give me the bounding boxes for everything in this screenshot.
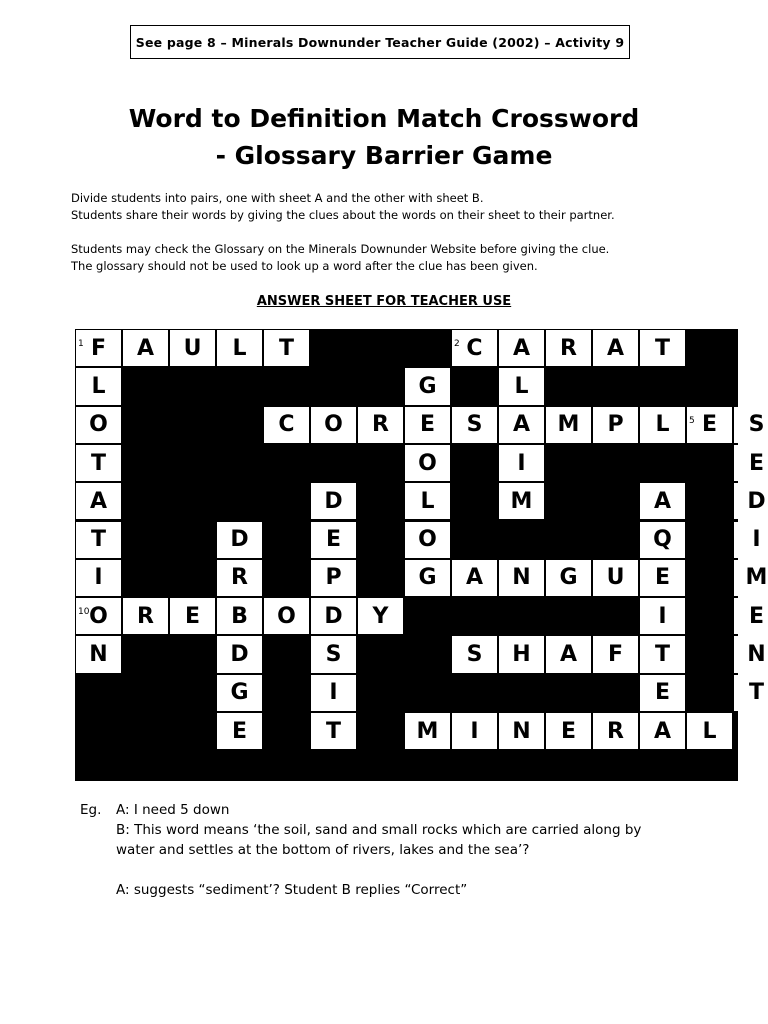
page-subtitle: - Glossary Barrier Game [215,141,553,170]
crossword-letter: F [90,335,107,361]
example-line-b1: B: This word means ‘the soil, sand and small rocks which are carried along by [116,822,642,838]
crossword-letter: S [466,642,483,668]
crossword-cell [499,330,544,366]
crossword-cell [217,522,262,558]
crossword-cell [311,675,356,711]
crossword-cell [499,713,544,749]
crossword-cell [358,598,403,634]
crossword-letter: D [324,603,343,629]
crossword-letter: U [183,335,202,361]
crossword-letter: S [466,412,483,438]
crossword-letter: D [747,488,766,514]
example-line-b2: water and settles at the bottom of rivers, lakes and the sea’? [116,842,530,858]
crossword-letter: N [747,642,766,668]
crossword-cell [358,407,403,443]
crossword-letter: L [514,373,529,399]
crossword-cell [499,483,544,519]
crossword-cell [452,330,497,366]
crossword-letter: L [91,373,106,399]
crossword-cell [546,330,591,366]
crossword-letter: G [559,565,578,591]
example-line-a2: A: suggests “sediment’? Student B replies “Correct” [116,882,468,898]
crossword-letter: H [512,642,531,668]
crossword-letter: E [748,603,765,629]
crossword-cell [170,598,215,634]
instruction-line: Students share their words by giving the clues about the words on their sheet to their partner. [71,208,615,222]
crossword-cell [405,445,450,481]
crossword-cell [123,330,168,366]
crossword-cell [217,330,262,366]
crossword-letter: Y [372,603,389,629]
crossword-cell [499,636,544,672]
crossword-cell [640,522,685,558]
crossword-cell [264,330,309,366]
crossword-letter: L [655,412,670,438]
crossword-cell [76,598,121,634]
crossword-cell [264,598,309,634]
crossword-cell [311,483,356,519]
crossword-letter: E [231,718,248,744]
crossword-letter: F [607,642,624,668]
crossword-cell [452,407,497,443]
crossword-letter: C [466,335,483,361]
crossword-cell [217,713,262,749]
crossword-cell [640,330,685,366]
crossword-cell [405,368,450,404]
crossword-letter: O [89,412,108,438]
page-title: Word to Definition Match Crossword [128,104,640,133]
crossword-letter: T [325,718,341,744]
crossword-letter: U [606,565,625,591]
crossword-letter: D [324,488,343,514]
crossword-cell [217,560,262,596]
crossword-letter: I [329,680,338,706]
crossword-letter: T [654,335,670,361]
crossword-letter: R [231,565,248,591]
crossword-letter: O [418,450,437,476]
crossword-cell [499,445,544,481]
crossword-letter: E [325,527,342,553]
crossword-cell [311,522,356,558]
crossword-letter: A [89,488,108,514]
crossword-letter: A [606,335,625,361]
crossword-cell [499,407,544,443]
instruction-line: The glossary should not be used to look up a word after the clue has been given. [71,259,538,273]
crossword-letter: G [418,373,437,399]
crossword-cell [593,330,638,366]
crossword-cell [405,483,450,519]
crossword-cell [311,713,356,749]
crossword-letter: G [230,680,249,706]
crossword-letter: T [90,450,106,476]
crossword-cell [546,636,591,672]
crossword-letter: N [512,565,531,591]
crossword-letter: A [136,335,155,361]
crossword-cell [217,675,262,711]
example-line-a1: A: I need 5 down [116,802,230,818]
crossword-letter: N [512,718,531,744]
crossword-cell [593,560,638,596]
crossword-cell [499,368,544,404]
crossword-letter: P [325,565,342,591]
crossword-cell [734,636,768,672]
instruction-line: Divide students into pairs, one with sheet A and the other with sheet B. [71,191,484,205]
crossword-cell [76,368,121,404]
crossword-cell [546,560,591,596]
crossword-cell [264,407,309,443]
crossword-cell [311,636,356,672]
crossword-cell [311,407,356,443]
answer-sheet-heading: ANSWER SHEET FOR TEACHER USE [256,294,512,309]
crossword-letter: M [557,412,580,438]
crossword-cell [687,713,732,749]
eg-label: Eg. [80,802,102,818]
instructions-paragraph-2 [71,241,731,275]
crossword-letter: N [89,642,108,668]
crossword-cell [405,522,450,558]
crossword-cell [593,713,638,749]
crossword-letter: A [512,335,531,361]
instructions-paragraph-1 [71,190,731,224]
crossword-cell [546,407,591,443]
crossword-cell [593,636,638,672]
crossword-letter: L [232,335,247,361]
instruction-line: Students may check the Glossary on the Minerals Downunder Website before giving the clue. [71,242,610,256]
crossword-cell [76,445,121,481]
crossword-letter: R [372,412,389,438]
clue-number: 1 [78,339,84,349]
crossword-cell [311,560,356,596]
crossword-cell [734,407,768,443]
crossword-letter: S [325,642,342,668]
crossword-letter: L [420,488,435,514]
crossword-letter: E [748,450,765,476]
crossword-cell [640,675,685,711]
crossword-letter: O [324,412,343,438]
crossword-letter: G [418,565,437,591]
crossword-cell [734,445,768,481]
crossword-cell [76,636,121,672]
crossword-letter: O [418,527,437,553]
crossword-cell [76,522,121,558]
clue-number: 2 [454,339,460,349]
crossword-letter: I [658,603,667,629]
crossword-grid [75,329,768,781]
crossword-letter: T [748,680,764,706]
crossword-cell [687,407,732,443]
crossword-letter: P [607,412,624,438]
crossword-cell [405,713,450,749]
crossword-letter: O [277,603,296,629]
crossword-letter: E [701,412,718,438]
crossword-letter: A [512,412,531,438]
crossword-letter: A [465,565,484,591]
crossword-letter: R [137,603,154,629]
crossword-letter: M [510,488,533,514]
crossword-letter: C [278,412,295,438]
clue-number: 10 [78,607,90,618]
crossword-cell [640,598,685,634]
crossword-letter: A [653,488,672,514]
crossword-cell [734,560,768,596]
crossword-cell [452,636,497,672]
crossword-letter: I [517,450,526,476]
crossword-letter: I [470,718,479,744]
crossword-cell [452,560,497,596]
crossword-cell [76,330,121,366]
crossword-letter: L [702,718,717,744]
crossword-letter: T [278,335,294,361]
crossword-cell [217,598,262,634]
crossword-cell [405,560,450,596]
crossword-letter: R [607,718,624,744]
crossword-cell [640,713,685,749]
crossword-letter: T [90,527,106,553]
crossword-cell [640,483,685,519]
clue-number: 5 [689,415,695,426]
crossword-letter: I [94,565,103,591]
crossword-letter: E [184,603,201,629]
crossword-letter: E [654,565,671,591]
crossword-cell [76,483,121,519]
reference-note [130,25,630,59]
crossword-cell [499,560,544,596]
crossword-cell [405,407,450,443]
crossword-letter: E [419,412,436,438]
crossword-cell [640,560,685,596]
crossword-cell [217,636,262,672]
crossword-cell [593,407,638,443]
crossword-cell [734,598,768,634]
crossword-letter: O [89,603,108,629]
crossword-cell [311,598,356,634]
crossword-letter: I [752,527,761,553]
crossword-letter: A [653,718,672,744]
crossword-letter: M [745,565,768,591]
crossword-letter: R [560,335,577,361]
crossword-letter: Q [653,527,672,553]
crossword-cell [734,675,768,711]
crossword-cell [76,560,121,596]
crossword-letter: B [231,603,248,629]
crossword-cell [546,713,591,749]
crossword-letter: D [230,642,249,668]
crossword-cell [734,522,768,558]
crossword-letter: T [654,642,670,668]
crossword-cell [170,330,215,366]
crossword-letter: S [748,412,765,438]
crossword-cell [452,713,497,749]
reference-text: See page 8 – Minerals Downunder Teacher Guide (2002) – Activity 9 [135,34,625,50]
crossword-letter: E [654,680,671,706]
crossword-letter: D [230,527,249,553]
crossword-cell [640,636,685,672]
crossword-cell [640,407,685,443]
crossword-cell [734,483,768,519]
crossword-letter: A [559,642,578,668]
crossword-letter: M [416,718,439,744]
crossword-cell [123,598,168,634]
crossword-cell [76,407,121,443]
crossword-letter: E [560,718,577,744]
